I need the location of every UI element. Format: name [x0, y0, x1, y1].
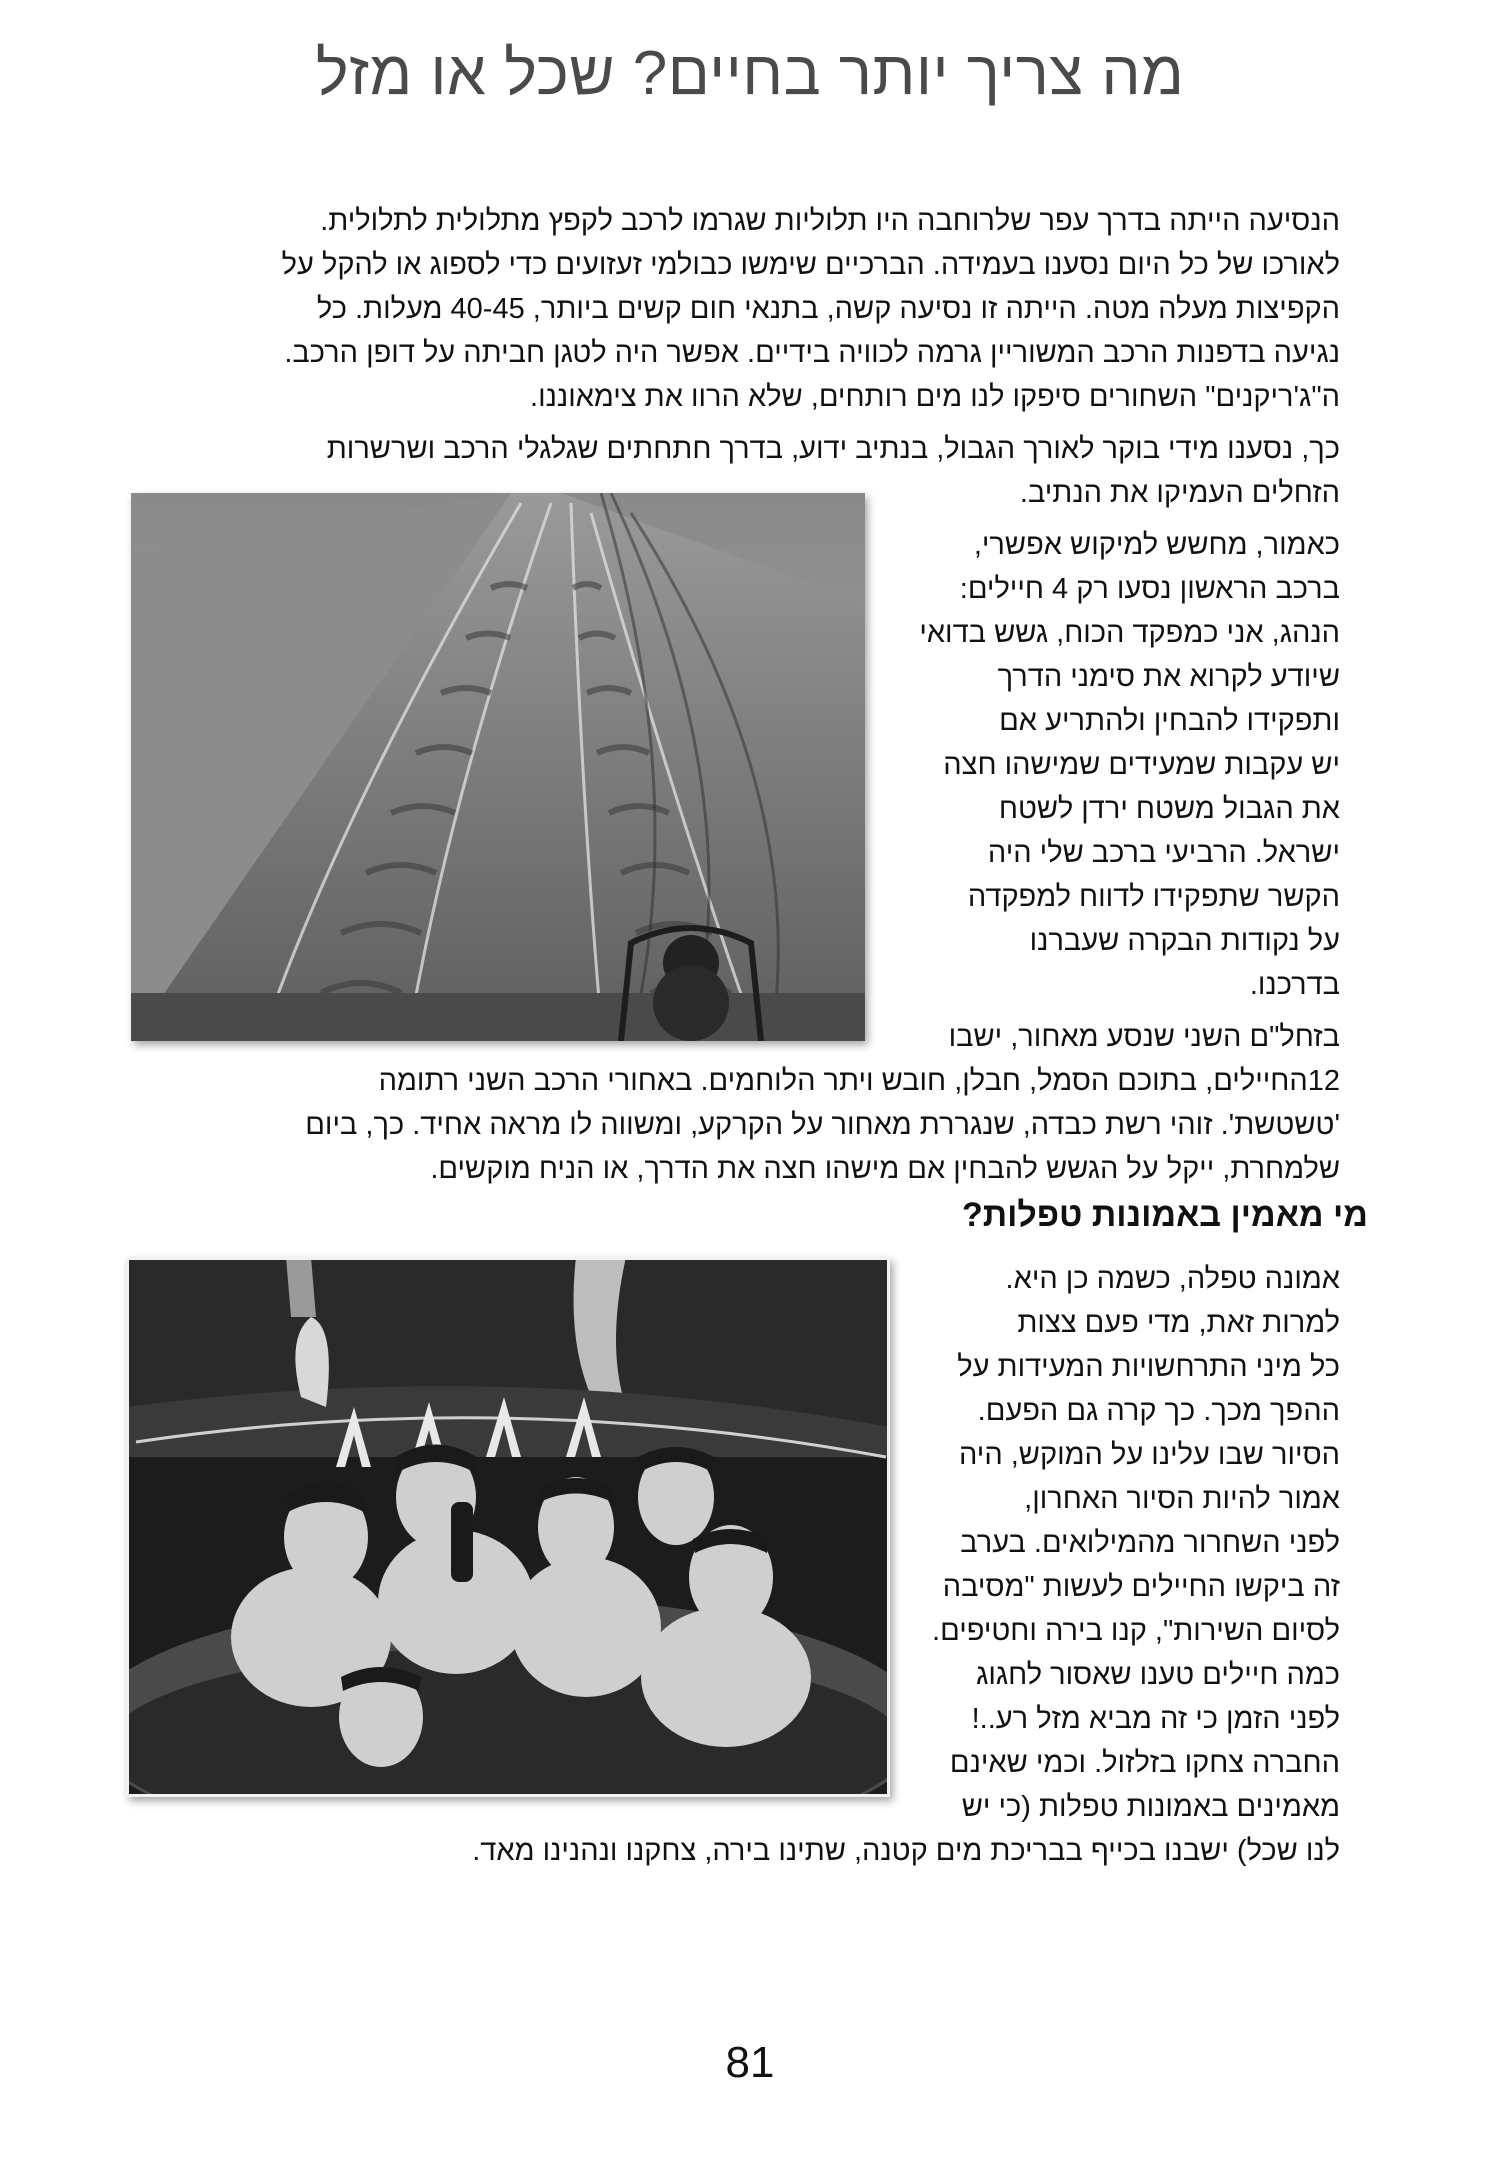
paragraph-line: למרות זאת, מדי פעם צצות [1017, 1307, 1340, 1339]
soldiers-pool-illustration [126, 1257, 890, 1797]
paragraph-line: ישראל. הרביעי ברכב שלי היה [987, 837, 1340, 869]
paragraph-line: הנהג, אני כמפקד הכוח, גשש בדואי [919, 617, 1340, 649]
paragraph-line: לאורכו של כל היום נסענו בעמידה. הברכיים שימשו כבולמי זעזועים כדי לספוג או להקל על [281, 249, 1340, 281]
paragraph-line: לסיום השירות", קנו בירה וחטיפים. [932, 1615, 1340, 1647]
paragraph-line: הקפיצות מעלה מטה. הייתה זו נסיעה קשה, בתנאי חום קשים ביותר, 40-45 מעלות. כל [316, 293, 1340, 325]
road-tracks-photo [131, 493, 865, 1041]
paragraph-line: כך, נסענו מידי בוקר לאורך הגבול, בנתיב ידוע, בדרך חתחתים שגלגלי הרכב ושרשרות [326, 433, 1340, 465]
paragraph-line: ברכב הראשון נסעו רק 4 חיילים: [959, 573, 1340, 605]
paragraph-line: ה"ג'ריקנים" השחורים סיפקו לנו מים רותחים, שלא הרוו את צימאוננו. [530, 381, 1340, 413]
paragraph-line: ותפקידו להבחין ולהתריע אם [999, 705, 1340, 737]
paragraph-line: את הגבול משטח ירדן לשטח [998, 793, 1340, 825]
paragraph-line: 'טשטשת'. זוהי רשת כבדה, שנגררת מאחור על הקרקע, ומשווה לו מראה אחיד. כך, ביום [305, 1109, 1340, 1141]
paragraph-line: החברה צחקו בזלזול. וכמי שאינם [949, 1747, 1340, 1779]
paragraph-line: 12החיילים, בתוכם הסמל, חבלן, חובש ויתר הלוחמים. באחורי הרכב השני רתומה [378, 1065, 1340, 1097]
soldiers-pool-photo [126, 1257, 890, 1797]
page-number: 81 [725, 2038, 775, 2087]
page-title: מה צריך יותר בחיים? שכל או מזל [315, 39, 1185, 108]
paragraph-line: הסיור שבו עלינו על המוקש, היה [958, 1439, 1340, 1471]
section-heading: מי מאמין באמונות טפלות? [961, 1196, 1368, 1234]
paragraph-line: כמה חיילים טענו שאסור לחגוג [976, 1659, 1340, 1691]
paragraph-line: יש עקבות שמעידים שמישהו חצה [943, 749, 1340, 781]
paragraph-line: שלמחרת, ייקל על הגשש להבחין אם מישהו חצה את הדרך, או הניח מוקשים. [430, 1153, 1340, 1185]
paragraph-line: הקשר שתפקידו לדווח למפקדה [967, 881, 1340, 913]
paragraph-line: בזחל"ם השני שנסע מאחור, ישבו [948, 1021, 1340, 1053]
paragraph-line: הנסיעה הייתה בדרך עפר שלרוחבה היו תלוליות שגרמו לרכב לקפץ מתלולית לתלולית. [320, 205, 1340, 237]
paragraph-line: ההפך מכך. כך קרה גם הפעם. [977, 1395, 1340, 1427]
paragraph-line: לנו שכל) ישבנו בכייף בבריכת מים קטנה, שתינו בירה, צחקנו ונהנינו מאד. [472, 1835, 1340, 1867]
paragraph-line: מאמינים באמונות טפלות (כי יש [961, 1791, 1340, 1823]
paragraph-line: הזחלים העמיקו את הנתיב. [1019, 477, 1340, 509]
paragraph-line: כאמור, מחשש למיקוש אפשרי, [973, 529, 1340, 561]
road-tracks-illustration [131, 493, 865, 1041]
paragraph-line: על נקודות הבקרה שעברנו [1029, 925, 1340, 957]
paragraph-line: נגיעה בדפנות הרכב המשוריין גרמה לכוויה בידיים. אפשר היה לטגן חביתה על דופן הרכב. [284, 337, 1340, 369]
paragraph-line: כל מיני התרחשויות המעידות על [957, 1351, 1340, 1383]
paragraph-line: שיודע לקרוא את סימני הדרך [997, 661, 1340, 693]
paragraph-line: אמונה טפלה, כשמה כן היא. [1005, 1263, 1340, 1295]
paragraph-line: זה ביקשו החיילים לעשות "מסיבה [942, 1571, 1340, 1603]
paragraph-line: לפני הזמן כי זה מביא מזל רע..! [971, 1703, 1340, 1735]
paragraph-line: לפני השחרור מהמילואים. בערב [960, 1527, 1340, 1559]
paragraph-line: אמור להיות הסיור האחרון, [1024, 1483, 1340, 1515]
paragraph-line: בדרכנו. [1249, 969, 1340, 1001]
